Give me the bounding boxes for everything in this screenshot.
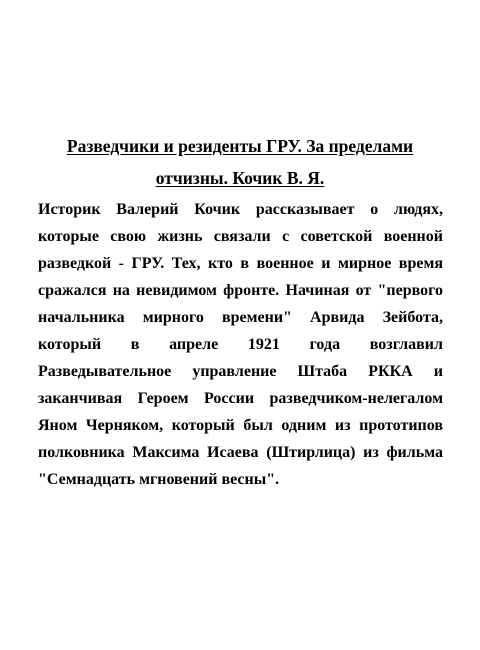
- document-title: Разведчики и резиденты ГРУ. За пределами отчизны. Кочик В. Я.: [66, 136, 414, 188]
- document-paragraph: Историк Валерий Кочик рассказывает о людях, которые свою жизнь связали с советской военной разведкой - ГРУ. Тех, кто в военное и мирное время сражался на невидимом фронте. Начиная от "первого начальника мирного времени" Арвида Зейбота, который в апреле 1921 года возглавил Разведывательное управление Штаба РККА и заканчивая Героем России разведчиком-нелегалом Яном Черняком, который был одним из прототипов полковника Максима Исаева (Штирлица) из фильма "Семнадцать мгновений весны".: [38, 201, 443, 488]
